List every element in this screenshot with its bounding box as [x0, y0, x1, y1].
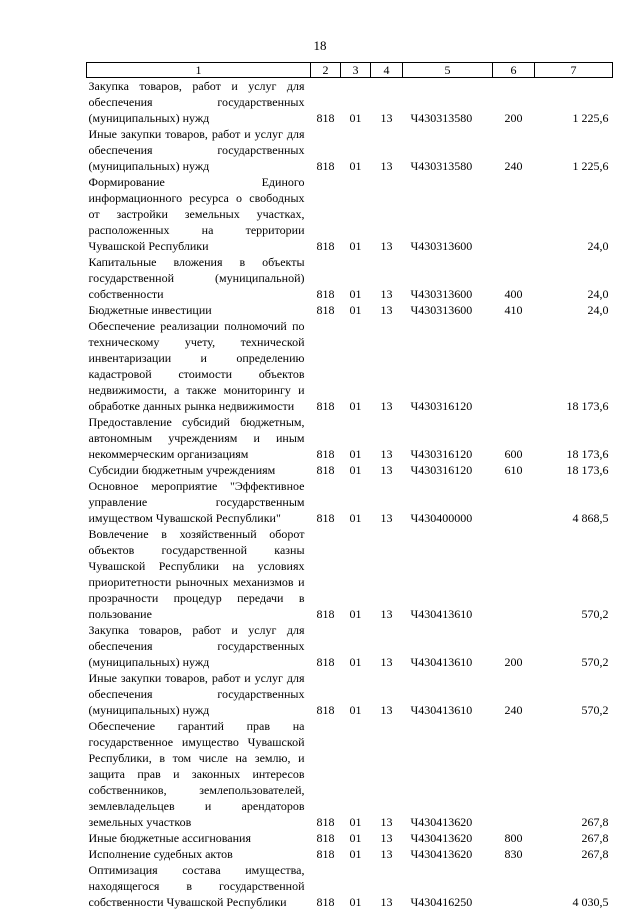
- expense-type-cell: 830: [493, 846, 535, 862]
- subsection-cell: 13: [371, 78, 403, 127]
- target-article-cell: Ч430416250: [403, 862, 493, 910]
- amount-cell: 1 225,6: [535, 126, 613, 174]
- admin-code-cell: 818: [311, 478, 341, 526]
- section-cell: 01: [341, 862, 371, 910]
- row-name-cell: Иные закупки товаров, работ и услуг для обеспечения государственных (муниципальных) нужд: [87, 126, 311, 174]
- subsection-cell: 13: [371, 254, 403, 302]
- target-article-cell: Ч430313600: [403, 254, 493, 302]
- subsection-cell: 13: [371, 622, 403, 670]
- row-name-cell: Обеспечение гарантий прав на государственное имущество Чувашской Республики, в том числе на землю, и защита прав и законных интересов собственников, землепользователей, землевладельцев и арендаторов земельных участков: [87, 718, 311, 830]
- table-row: [87, 254, 613, 302]
- target-article-cell: Ч430413620: [403, 830, 493, 846]
- subsection-cell: 13: [371, 846, 403, 862]
- expense-type-cell: [493, 478, 535, 526]
- expense-type-cell: 600: [493, 414, 535, 462]
- row-name-cell: Оптимизация состава имущества, находящегося в государственной собственности Чувашской Республики: [87, 862, 311, 910]
- table-row: [87, 862, 613, 910]
- section-cell: 01: [341, 478, 371, 526]
- expense-type-cell: [493, 862, 535, 910]
- budget-table: [86, 62, 613, 910]
- section-cell: 01: [341, 622, 371, 670]
- row-name-cell: Формирование Единого информационного ресурса о свободных от застройки земельных участках, расположенных на территории Чувашской Республики: [87, 174, 311, 254]
- target-article-cell: Ч430313600: [403, 302, 493, 318]
- expense-type-cell: 240: [493, 670, 535, 718]
- target-article-cell: Ч430413610: [403, 526, 493, 622]
- table-row: [87, 526, 613, 622]
- page-number: 18: [0, 38, 640, 54]
- subsection-cell: 13: [371, 302, 403, 318]
- admin-code-cell: 818: [311, 846, 341, 862]
- section-cell: 01: [341, 462, 371, 478]
- row-name-cell: Предоставление субсидий бюджетным, автономным учреждениям и иным некоммерческим организациям: [87, 414, 311, 462]
- row-name-cell: Иные закупки товаров, работ и услуг для обеспечения государственных (муниципальных) нужд: [87, 670, 311, 718]
- row-name-cell: Основное мероприятие "Эффективное управление государственным имуществом Чувашской Республики": [87, 478, 311, 526]
- admin-code-cell: 818: [311, 622, 341, 670]
- section-cell: 01: [341, 718, 371, 830]
- expense-type-cell: [493, 526, 535, 622]
- target-article-cell: Ч430313580: [403, 126, 493, 174]
- amount-cell: 4 868,5: [535, 478, 613, 526]
- admin-code-cell: 818: [311, 78, 341, 127]
- row-name-cell: Капитальные вложения в объекты государственной (муниципальной) собственности: [87, 254, 311, 302]
- table-row: [87, 830, 613, 846]
- admin-code-cell: 818: [311, 302, 341, 318]
- column-header: 7: [535, 63, 613, 78]
- table-row: [87, 78, 613, 127]
- expense-type-cell: 200: [493, 78, 535, 127]
- admin-code-cell: 818: [311, 126, 341, 174]
- target-article-cell: Ч430313600: [403, 174, 493, 254]
- table-row: [87, 718, 613, 830]
- section-cell: 01: [341, 174, 371, 254]
- table-row: [87, 414, 613, 462]
- amount-cell: 24,0: [535, 254, 613, 302]
- table-row: [87, 478, 613, 526]
- target-article-cell: Ч430413610: [403, 622, 493, 670]
- table-body: [87, 78, 613, 910]
- column-header: 4: [371, 63, 403, 78]
- section-cell: 01: [341, 318, 371, 414]
- table-row: [87, 846, 613, 862]
- amount-cell: 267,8: [535, 846, 613, 862]
- target-article-cell: Ч430413610: [403, 670, 493, 718]
- column-header: 2: [311, 63, 341, 78]
- section-cell: 01: [341, 302, 371, 318]
- section-cell: 01: [341, 846, 371, 862]
- amount-cell: 18 173,6: [535, 414, 613, 462]
- target-article-cell: Ч430316120: [403, 318, 493, 414]
- amount-cell: 4 030,5: [535, 862, 613, 910]
- table-row: [87, 174, 613, 254]
- amount-cell: 267,8: [535, 718, 613, 830]
- subsection-cell: 13: [371, 526, 403, 622]
- target-article-cell: Ч430413620: [403, 846, 493, 862]
- amount-cell: 267,8: [535, 830, 613, 846]
- expense-type-cell: [493, 318, 535, 414]
- subsection-cell: 13: [371, 862, 403, 910]
- column-header: 1: [87, 63, 311, 78]
- table-row: [87, 302, 613, 318]
- section-cell: 01: [341, 526, 371, 622]
- column-header: 3: [341, 63, 371, 78]
- amount-cell: 570,2: [535, 622, 613, 670]
- row-name-cell: Обеспечение реализации полномочий по техническому учету, технической инвентаризации и определению кадастровой стоимости объектов недвижимости, а также мониторингу и обработке данных рынка недвижимости: [87, 318, 311, 414]
- target-article-cell: Ч430413620: [403, 718, 493, 830]
- row-name-cell: Вовлечение в хозяйственный оборот объектов государственной казны Чувашской Республики на условиях приоритетности рыночных механизмов и прозрачности процедур передачи в пользование: [87, 526, 311, 622]
- expense-type-cell: 410: [493, 302, 535, 318]
- subsection-cell: 13: [371, 126, 403, 174]
- admin-code-cell: 818: [311, 718, 341, 830]
- target-article-cell: Ч430316120: [403, 414, 493, 462]
- subsection-cell: 13: [371, 718, 403, 830]
- section-cell: 01: [341, 126, 371, 174]
- amount-cell: 1 225,6: [535, 78, 613, 127]
- table-row: [87, 462, 613, 478]
- expense-type-cell: 800: [493, 830, 535, 846]
- amount-cell: 18 173,6: [535, 462, 613, 478]
- subsection-cell: 13: [371, 174, 403, 254]
- admin-code-cell: 818: [311, 254, 341, 302]
- admin-code-cell: 818: [311, 862, 341, 910]
- subsection-cell: 13: [371, 414, 403, 462]
- table-header-row: [87, 63, 613, 78]
- admin-code-cell: 818: [311, 174, 341, 254]
- amount-cell: 18 173,6: [535, 318, 613, 414]
- admin-code-cell: 818: [311, 830, 341, 846]
- subsection-cell: 13: [371, 670, 403, 718]
- target-article-cell: Ч430316120: [403, 462, 493, 478]
- amount-cell: 570,2: [535, 670, 613, 718]
- row-name-cell: Бюджетные инвестиции: [87, 302, 311, 318]
- row-name-cell: Исполнение судебных актов: [87, 846, 311, 862]
- expense-type-cell: [493, 174, 535, 254]
- row-name-cell: Закупка товаров, работ и услуг для обеспечения государственных (муниципальных) нужд: [87, 78, 311, 127]
- amount-cell: 24,0: [535, 302, 613, 318]
- expense-type-cell: [493, 718, 535, 830]
- admin-code-cell: 818: [311, 462, 341, 478]
- row-name-cell: Закупка товаров, работ и услуг для обеспечения государственных (муниципальных) нужд: [87, 622, 311, 670]
- admin-code-cell: 818: [311, 318, 341, 414]
- expense-type-cell: 200: [493, 622, 535, 670]
- admin-code-cell: 818: [311, 526, 341, 622]
- subsection-cell: 13: [371, 830, 403, 846]
- section-cell: 01: [341, 670, 371, 718]
- column-header: 6: [493, 63, 535, 78]
- subsection-cell: 13: [371, 318, 403, 414]
- admin-code-cell: 818: [311, 414, 341, 462]
- subsection-cell: 13: [371, 478, 403, 526]
- table-row: [87, 670, 613, 718]
- section-cell: 01: [341, 254, 371, 302]
- row-name-cell: Субсидии бюджетным учреждениям: [87, 462, 311, 478]
- row-name-cell: Иные бюджетные ассигнования: [87, 830, 311, 846]
- expense-type-cell: 400: [493, 254, 535, 302]
- section-cell: 01: [341, 78, 371, 127]
- target-article-cell: Ч430400000: [403, 478, 493, 526]
- column-header: 5: [403, 63, 493, 78]
- table-row: [87, 622, 613, 670]
- table-row: [87, 318, 613, 414]
- table-row: [87, 126, 613, 174]
- section-cell: 01: [341, 414, 371, 462]
- section-cell: 01: [341, 830, 371, 846]
- expense-type-cell: 610: [493, 462, 535, 478]
- target-article-cell: Ч430313580: [403, 78, 493, 127]
- amount-cell: 24,0: [535, 174, 613, 254]
- amount-cell: 570,2: [535, 526, 613, 622]
- subsection-cell: 13: [371, 462, 403, 478]
- expense-type-cell: 240: [493, 126, 535, 174]
- admin-code-cell: 818: [311, 670, 341, 718]
